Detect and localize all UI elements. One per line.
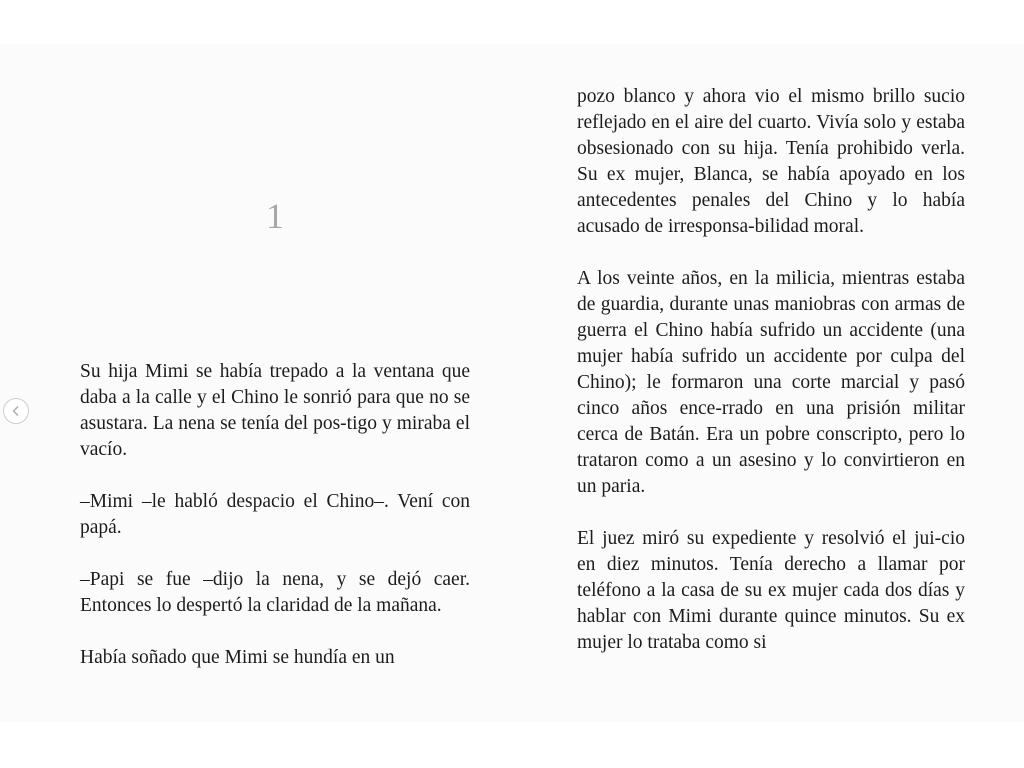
book-spread	[0, 44, 1024, 722]
right-page-text	[577, 84, 965, 682]
paragraph: –Papi se fue –dijo la nena, y se dejó caer. Entonces lo despertó la claridad de la mañana.	[80, 569, 470, 616]
chapter-number: 1	[266, 196, 284, 236]
paragraph: –Mimi –le habló despacio el Chino–. Vení con papá.	[80, 491, 470, 538]
left-page	[80, 44, 470, 722]
chevron-left-icon	[10, 405, 22, 417]
previous-page-button[interactable]	[3, 398, 29, 424]
left-page-text	[80, 359, 470, 697]
right-page	[577, 44, 965, 722]
paragraph: pozo blanco y ahora vio el mismo brillo sucio reflejado en el aire del cuarto. Vivía solo y estaba obsesionado con su hija. Tenía prohibido verla. Su ex mujer, Blanca, se había apoyado en los antecedentes penales del Chino y lo había acusado de irresponsa-bilidad moral.	[577, 86, 965, 237]
paragraph: El juez miró su expediente y resolvió el jui-cio en diez minutos. Tenía derecho a llamar por teléfono a la casa de su ex mujer cada dos días y hablar con Mimi durante quince minutos. Su ex mujer lo trataba como si	[577, 528, 965, 653]
paragraph: Su hija Mimi se había trepado a la ventana que daba a la calle y el Chino le sonrió para que no se asustara. La nena se tenía del pos-tigo y miraba el vacío.	[80, 361, 470, 460]
paragraph: A los veinte años, en la milicia, mientras estaba de guardia, durante unas maniobras con armas de guerra el Chino había sufrido un accidente (una mujer había sufrido un accidente por culpa del Chino); le formaron una corte marcial y pasó cinco años ence-rrado en una prisión militar cerca de Batán. Era un pobre conscripto, pero lo trataron como a un asesino y lo convirtieron en un paria.	[577, 268, 965, 497]
paragraph: Había soñado que Mimi se hundía en un	[80, 647, 395, 668]
